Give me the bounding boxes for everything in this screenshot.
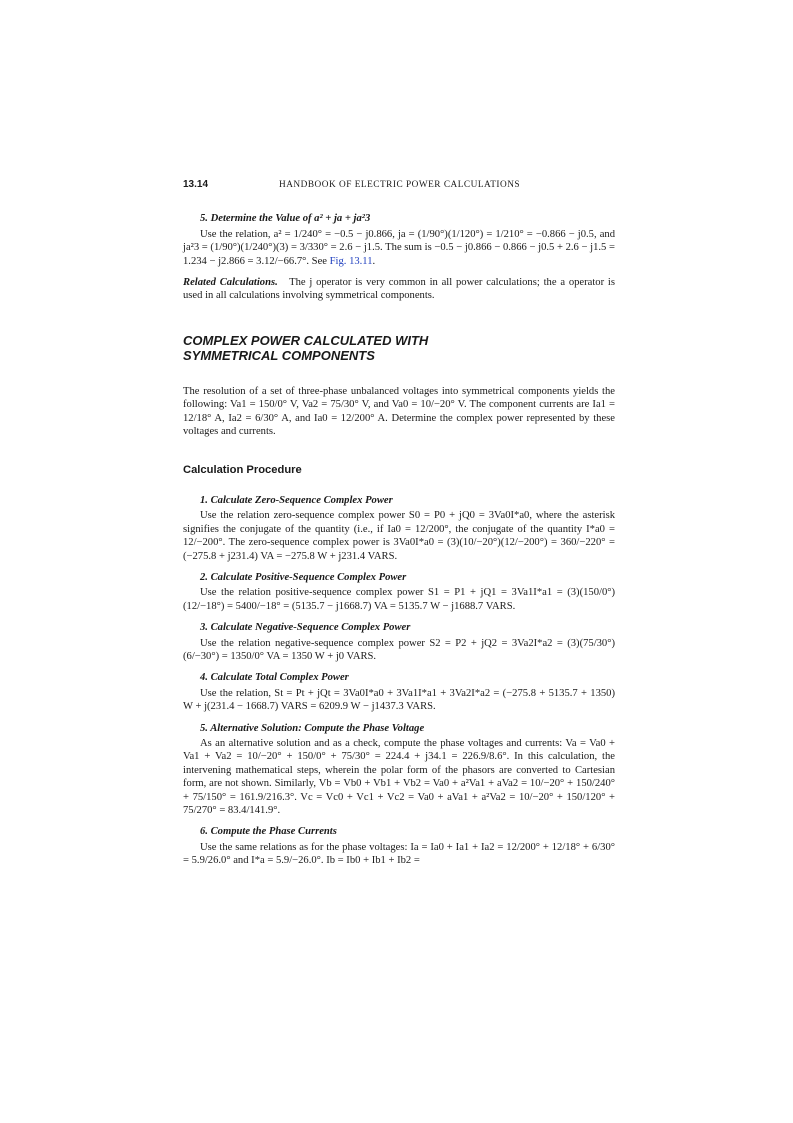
- step-body-5: As an alternative solution and as a check, compute the phase voltages and currents: Va = Va0 + Va1 + Va2 = 10/−20° + 150/0° + 75/30° = 224.4 + j34.1 = 226.9/8.6°. In this calculation, the intervening mathematical steps, wherein the polar form of the phasors are converted to Cartesian form, are not shown. Similarly, Vb = Vb0 + Vb1 + Vb2 = Va0 + a²Va1 + aVa2 = 10/−20° + 150/240° + 75/150° = 161.9/216.3°. Vc = Vc0 + Vc1 + Vc2 = Va0 + aVa1 + a²Va2 = 10/−20° + 150/120° + 75/270° = 83.4/141.9°.: [183, 737, 615, 816]
- related-calculations: [183, 276, 615, 303]
- figure-link[interactable]: Fig. 13.11: [329, 255, 373, 267]
- step-heading-5: 5. Alternative Solution: Compute the Phase Voltage: [200, 722, 425, 734]
- page-number: 13.14: [183, 179, 209, 190]
- section-title-line2: SYMMETRICAL COMPONENTS: [183, 347, 375, 363]
- step-body-5a: [183, 228, 615, 268]
- step-body-4: Use the relation, St = Pt + jQt = 3Va0I*a0 + 3Va1I*a1 + 3Va2I*a2 = (−275.8 + 5135.7 + 1350) W + j(231.4 − 1668.7) VARS = 6209.9 W − j1437.3 VARS.: [183, 687, 615, 713]
- step-body-1: Use the relation zero-sequence complex power S0 = P0 + jQ0 = 3Va0I*a0, where the asterisk signifies the conjugate of the quantity (i.e., if Ia0 = 12/200°, the conjugate of the quantity I*a0 = 12/−200°. The zero-sequence complex power is 3Va0I*a0 = (3)(10/−20°)(12/−200°) = 360/−220° = (−275.8 + j231.4) VA = −275.8 W + j231.4 VARS.: [183, 510, 615, 562]
- running-title: HANDBOOK OF ELECTRIC POWER CALCULATIONS: [279, 180, 521, 190]
- related-label: Related Calculations.: [183, 277, 278, 289]
- step-heading-2: 2. Calculate Positive-Sequence Complex Power: [200, 571, 407, 583]
- step-heading-4: 4. Calculate Total Complex Power: [200, 672, 349, 684]
- procedure-heading: Calculation Procedure: [183, 464, 302, 477]
- step-body-3: Use the relation negative-sequence complex power S2 = P2 + jQ2 = 3Va2I*a2 = (3)(75/30°)(6/−30°) = 1350/0° VA = 1350 W + j0 VARS.: [183, 637, 615, 662]
- section-title-line1: COMPLEX POWER CALCULATED WITH: [183, 332, 429, 348]
- step-heading-6: 6. Compute the Phase Currents: [200, 826, 337, 838]
- step-heading-1: 1. Calculate Zero-Sequence Complex Power: [200, 494, 393, 506]
- document-page: [183, 178, 615, 876]
- figure-link-after: .: [372, 255, 376, 267]
- step-heading-3: 3. Calculate Negative-Sequence Complex Power: [200, 622, 411, 634]
- related-text: The j operator is very common in all power calculations; the a operator is used in all calculations involving symmetrical components.: [183, 277, 615, 302]
- step-body-5a-text: Use the relation, a² = 1/240° = −0.5 − j0.866, ja = (1/90°)(1/120°) = 1/210° = −0.866 − j0.5, and ja²3 = (1/90°)(1/240°)(3) = 3/330° = 2.6 − j1.5. The sum is −0.5 − j0.866 − 0.866 − j0.5 + 2.6 − j1.5 = 1.234 − j2.866 = 3.12/−66.7°. See: [183, 228, 615, 267]
- running-header: [183, 178, 615, 192]
- section-title: [183, 333, 615, 363]
- step-body-2: Use the relation positive-sequence complex power S1 = P1 + jQ1 = 3Va1I*a1 = (3)(150/0°)(12/−18°) = 5400/−18° = (5135.7 − j1668.7) VA = 5135.7 W − j1688.7 VARS.: [183, 587, 615, 612]
- step-heading-5a: 5. Determine the Value of a² + ja + ja²3: [200, 213, 371, 225]
- step-body-6: Use the same relations as for the phase voltages: Ia = Ia0 + Ia1 + Ia2 = 12/200° + 12/18° + 6/30° = 5.9/26.0° and I*a = 5.9/−26.0°. Ib = Ib0 + Ib1 + Ib2 =: [183, 841, 615, 867]
- problem-statement: The resolution of a set of three-phase unbalanced voltages into symmetrical components yields the following: Va1 = 150/0° V, Va2 = 75/30° V, and Va0 = 10/−20° V. The component currents are Ia1 = 12/18° A, Ia2 = 6/30° A, and Ia0 = 12/200° A. Determine the complex power represented by these voltages and currents.: [183, 385, 615, 438]
